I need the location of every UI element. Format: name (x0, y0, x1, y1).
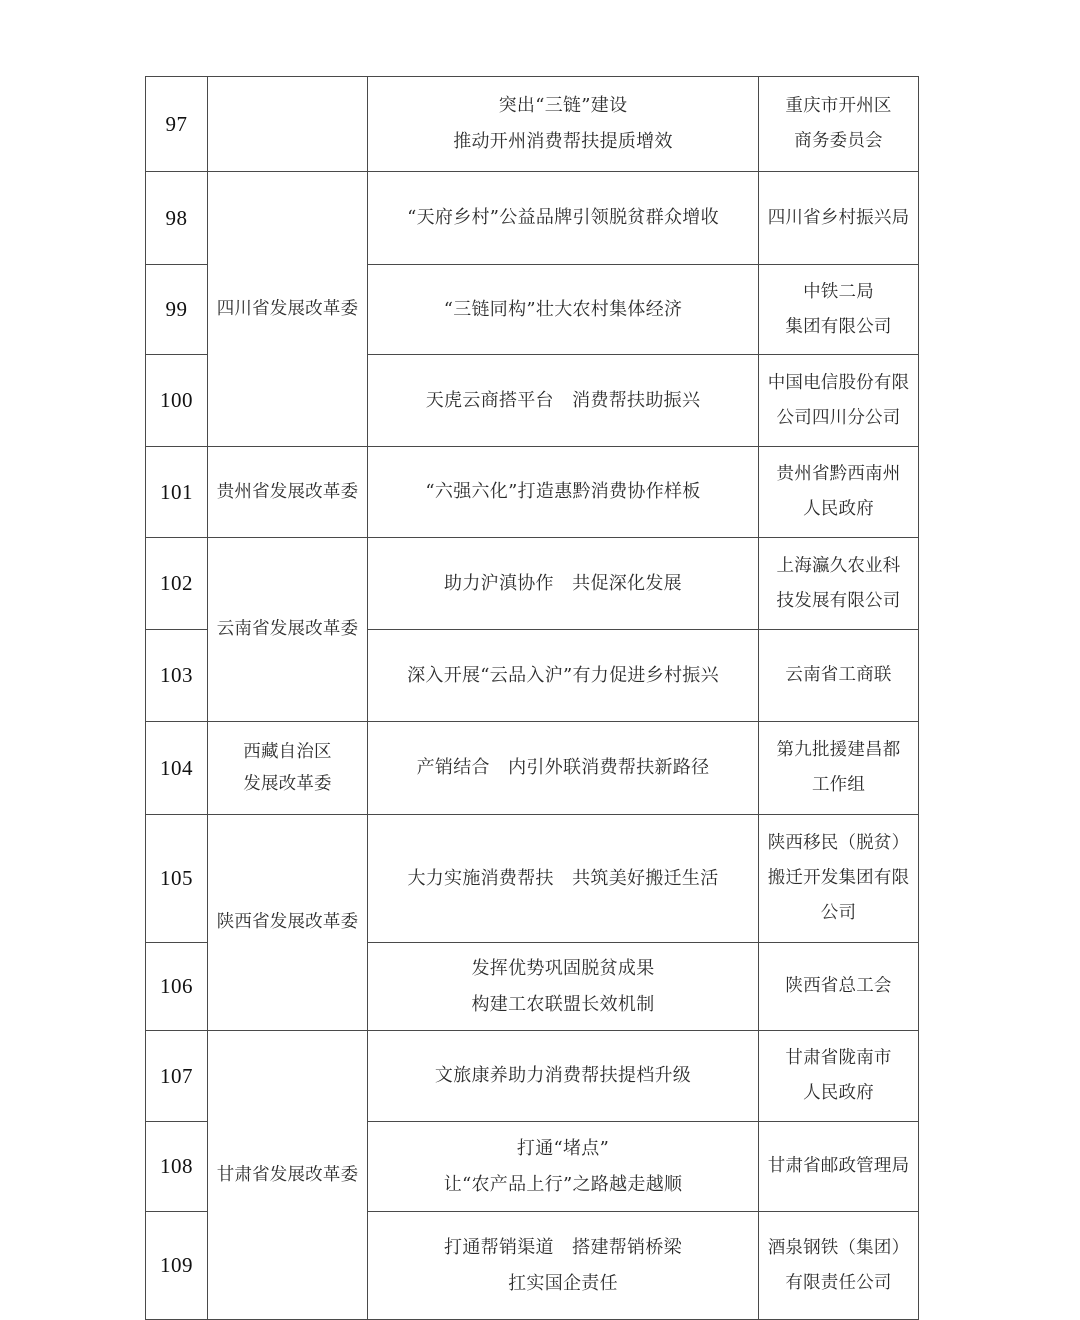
cell-recommending-org (208, 447, 368, 538)
cell-recommending-org (208, 1031, 368, 1320)
table-container (145, 76, 918, 1320)
cell-implementing-unit (759, 1122, 919, 1212)
text-line: 酒泉钢铁（集团） (767, 1237, 910, 1258)
text-line: 工作组 (811, 775, 866, 795)
cell-index: 98 (146, 172, 208, 265)
cell-implementing-unit (759, 815, 919, 943)
cell-implementing-unit (759, 630, 919, 722)
cell-index: 107 (146, 1031, 208, 1122)
cell-recommending-org (208, 815, 368, 1031)
cell-recommending-org (208, 722, 368, 815)
table-row (146, 172, 919, 265)
text-line: 突出“三链”建设 (498, 95, 628, 116)
cell-index: 109 (146, 1212, 208, 1320)
text-line: 搬迁开发集团有限 (767, 868, 910, 888)
text-line: 四川省发展改革委 (216, 298, 359, 319)
text-line: 发展改革委 (243, 774, 332, 794)
text-line: 贵州省发展改革委 (216, 481, 359, 502)
text-line: 天虎云商搭平台 消费帮扶助振兴 (425, 389, 701, 411)
cell-index: 97 (146, 77, 208, 172)
text-line: 西藏自治区 (243, 741, 332, 762)
table-row (146, 77, 919, 172)
text-line: 中国电信股份有限 (767, 372, 910, 393)
table-row (146, 815, 919, 943)
text-line: 公司四川分公司 (776, 407, 901, 428)
cell-implementing-unit (759, 538, 919, 630)
cell-case-name (368, 943, 759, 1031)
text-line: 云南省工商联 (785, 665, 892, 685)
text-line: 打通帮销渠道 搭建帮销桥梁 (444, 1236, 682, 1258)
text-line: 陕西移民（脱贫） (767, 833, 910, 853)
text-line: 陕西省发展改革委 (216, 912, 359, 933)
cell-index: 104 (146, 722, 208, 815)
text-line: 重庆市开州区 (785, 96, 892, 116)
text-line: 打通“堵点” (516, 1137, 610, 1159)
cell-case-name (368, 77, 759, 172)
text-line: 人民政府 (803, 1083, 874, 1103)
cell-implementing-unit (759, 172, 919, 265)
cell-recommending-org (208, 538, 368, 722)
cell-case-name (368, 815, 759, 943)
cell-case-name (368, 355, 759, 447)
cell-index: 105 (146, 815, 208, 943)
cell-case-name (368, 1031, 759, 1122)
cell-case-name (368, 265, 759, 355)
cell-case-name (368, 1212, 759, 1320)
text-line: 甘肃省陇南市 (785, 1048, 892, 1068)
text-line: 云南省发展改革委 (216, 619, 359, 640)
text-line: 推动开州消费帮扶提质增效 (453, 131, 673, 152)
text-line: 技发展有限公司 (776, 590, 901, 611)
cell-case-name (368, 172, 759, 265)
text-line: 集团有限公司 (785, 316, 892, 337)
cell-index: 101 (146, 447, 208, 538)
cell-index: 100 (146, 355, 208, 447)
cell-implementing-unit (759, 722, 919, 815)
text-line: 深入开展“云品入沪”有力促进乡村振兴 (407, 664, 719, 686)
cell-index: 102 (146, 538, 208, 630)
text-line: “天府乡村”公益品牌引领脱贫群众增收 (407, 207, 719, 228)
cell-case-name (368, 630, 759, 722)
cell-recommending-org (208, 77, 368, 172)
text-line: 产销结合 内引外联消费帮扶新路径 (416, 757, 710, 778)
text-line: 助力沪滇协作 共促深化发展 (444, 572, 682, 594)
text-line: 上海瀛久农业科 (776, 555, 901, 576)
cell-index: 106 (146, 943, 208, 1031)
cell-implementing-unit (759, 943, 919, 1031)
text-line: “三链同构”壮大农村集体经济 (443, 298, 683, 320)
table-body (146, 77, 919, 1320)
table-row (146, 1031, 919, 1122)
cell-index: 99 (146, 265, 208, 355)
cell-case-name (368, 538, 759, 630)
text-line: 扛实国企责任 (508, 1272, 618, 1294)
cell-implementing-unit (759, 1031, 919, 1122)
text-line: 公司 (820, 903, 857, 923)
text-line: 商务委员会 (794, 131, 883, 151)
text-line: 发挥优势巩固脱贫成果 (471, 957, 655, 979)
cell-recommending-org (208, 172, 368, 447)
cell-implementing-unit (759, 1212, 919, 1320)
text-line: 中铁二局 (803, 281, 874, 302)
cell-case-name (368, 722, 759, 815)
cell-implementing-unit (759, 77, 919, 172)
text-line: 文旅康养助力消费帮扶提档升级 (434, 1065, 692, 1086)
cell-implementing-unit (759, 355, 919, 447)
text-line: 四川省乡村振兴局 (767, 207, 910, 228)
cell-case-name (368, 447, 759, 538)
cell-implementing-unit (759, 265, 919, 355)
text-line: 人民政府 (803, 499, 874, 519)
text-line: “六强六化”打造惠黔消费协作样板 (425, 481, 701, 502)
text-line: 大力实施消费帮扶 共筑美好搬迁生活 (407, 867, 719, 889)
text-line: 构建工农联盟长效机制 (471, 993, 655, 1015)
text-line: 甘肃省邮政管理局 (767, 1156, 910, 1176)
table-row (146, 722, 919, 815)
cell-index: 108 (146, 1122, 208, 1212)
text-line: 陕西省总工会 (785, 976, 892, 996)
text-line: 有限责任公司 (785, 1272, 892, 1293)
text-line: 第九批援建昌都 (776, 740, 901, 760)
table-row (146, 538, 919, 630)
cases-table (145, 76, 919, 1320)
text-line: 让“农产品上行”之路越走越顺 (443, 1173, 683, 1195)
table-row (146, 447, 919, 538)
cell-index: 103 (146, 630, 208, 722)
text-line: 甘肃省发展改革委 (216, 1164, 359, 1185)
cell-case-name (368, 1122, 759, 1212)
cell-implementing-unit (759, 447, 919, 538)
text-line: 贵州省黔西南州 (776, 464, 901, 484)
